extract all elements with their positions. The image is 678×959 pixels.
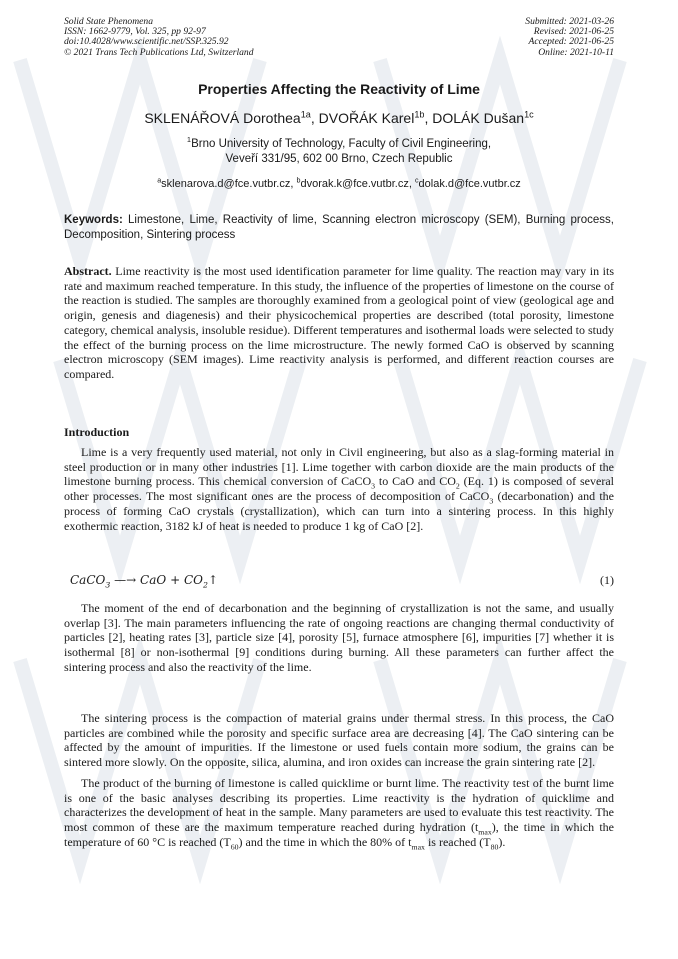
journal-info xyxy=(64,17,254,58)
subscript: 60 xyxy=(230,842,239,852)
email-superscript: b xyxy=(296,176,301,185)
journal-name: Solid State Phenomena xyxy=(64,16,153,27)
paragraph-text: ), the time in which the temperature of 60 °C is reached (T xyxy=(64,820,614,849)
affiliation-line-1: Brno University of Technology, Faculty of Civil Engineering, xyxy=(191,138,492,150)
intro-paragraph-4 xyxy=(64,776,614,850)
doi-line: doi:10.4028/www.scientific.net/SSP.325.92 xyxy=(64,36,229,48)
gas-arrow: ↑ xyxy=(207,573,219,587)
online-date: Online: 2021-10-11 xyxy=(538,46,614,58)
paragraph-text: (Eq. 1) is composed of several other processes. The most significant ones are the process of decomposition of CaCO xyxy=(64,474,614,504)
subscript: 3 xyxy=(489,496,494,506)
subscript: 2 xyxy=(455,481,460,491)
keywords-label: Keywords: xyxy=(64,214,123,226)
paragraph-text: to CaO and CO xyxy=(375,474,456,489)
paragraph-text: The product of the burning of limestone is called quicklime or burnt lime. The reactivity test of the burnt lime is one of the basic analyses describing its properties. Lime reactivity is the hydration of quicklime and characterizes the development of heat in the sample. Many parameters are used to evaluate this test reactivity. The most common of these are the maximum temperature reached during hydration (t xyxy=(64,776,614,835)
subscript: 2 xyxy=(202,580,208,590)
paper-title: Properties Affecting the Reactivity of Lime xyxy=(198,81,480,97)
email-list: $^a$sklenarova.d@fce.vutbr.cz, $^b$dvorak.k@fce.vutbr.cz, $^c$dolak.d@fce.vutbr.cz xyxy=(157,176,521,190)
keywords-section xyxy=(64,213,614,243)
abstract-text: Lime reactivity is the most used identification parameter for lime quality. The reaction may vary in its rate and maximum reached temperature. In this study, the influence of the properties of limestone on the course of the reaction is studied. The samples are thoroughly examined from a geological point of view (geological age and origin, genesis and diagenesis) and their physicochemical properties are described (total porosity, limestone category, chemical analysis, insoluble residue). Different temperatures and isothermal loads were selected to study the effect of the burning process on the lime microstructure. The newly formed CaO is observed by scanning electron microscopy (SEM images). Lime reactivity analysis is performed, and different reaction courses are compared. xyxy=(64,264,615,381)
reaction-arrow: —→ xyxy=(114,573,137,587)
equation-1 xyxy=(64,573,614,589)
copyright-line: © 2021 Trans Tech Publications Ltd, Switzerland xyxy=(64,46,254,58)
publication-dates xyxy=(525,17,614,58)
subscript: 80 xyxy=(490,842,499,852)
paragraph-text: is reached (T xyxy=(424,834,491,849)
section-heading-introduction: Introduction xyxy=(64,425,130,439)
subscript: 3 xyxy=(105,580,111,590)
keywords-text: Limestone, Lime, Reactivity of lime, Scanning electron microscopy (SEM), Burning process, Decomposition, Sintering process xyxy=(64,214,614,241)
author-superscript: 1c xyxy=(524,109,534,120)
paragraph-text: (decarbonation) and the process of forming CaO crystals (crystallization), which can turn into a sintering process. In this highly exothermic reaction, 3182 kJ of heat is needed to produce 1 kg of CaO [2]. xyxy=(64,489,615,533)
affiliation-superscript: 1 xyxy=(186,135,192,145)
affiliation xyxy=(0,137,678,167)
equation-expression xyxy=(70,573,219,590)
email-link[interactable]: sklenarova.d@fce.vutbr.cz xyxy=(161,178,291,190)
abstract-label: Abstract. xyxy=(64,264,112,278)
email-link[interactable]: dolak.d@fce.vutbr.cz xyxy=(418,178,521,190)
subscript: 3 xyxy=(371,481,376,491)
submitted-date: Submitted: 2021-03-26 xyxy=(525,16,614,27)
subscript: max xyxy=(478,827,492,837)
accepted-date: Accepted: 2021-06-25 xyxy=(528,36,614,48)
paragraph-text: ) and the time in which the 80% of t xyxy=(238,834,412,849)
equation-number: (1) xyxy=(600,573,614,587)
intro-paragraph-2: The moment of the end of decarbonation and the beginning of crystallization is not the same, and usually overlap [3]. The main parameters influencing the rate of ongoing reactions are changing thermal conductivity of particles [2], heating rates [3], particle size [4], porosity [5], furnace atmosphere [6], impurities [7] whether it is isothermal [8] or non-isothermal [9] conditions during burning. All these parameters can further affect the sintering process and also the reactivity of the lime. xyxy=(64,601,614,674)
email-link[interactable]: dvorak.k@fce.vutbr.cz xyxy=(300,178,409,190)
subscript: max xyxy=(411,842,425,852)
paragraph-text: Lime is a very frequently used material, not only in Civil engineering, but also as a slag-forming material in steel production or in many other industries [1]. Lime together with carbon dioxide are the main products of the limestone burning process. This chemical conversion of CaCO xyxy=(64,445,614,489)
eq-term: CaCO xyxy=(70,573,106,587)
paragraph-text: ). xyxy=(498,834,506,849)
email-superscript: c xyxy=(414,176,419,185)
plus-sign: + xyxy=(170,573,181,587)
author-superscript: 1b xyxy=(414,109,425,120)
issn-line: ISSN: 1662-9779, Vol. 325, pp 92-97 xyxy=(64,26,206,38)
email-superscript: a xyxy=(157,176,162,185)
author-list: SKLENÁŘOVÁ Dorothea$^{1a}$, DVOŘÁK Karel$^{1b}$, DOLÁK Dušan$^{1c}$ xyxy=(144,109,534,126)
author-name: DVOŘÁK Karel xyxy=(318,110,415,126)
intro-paragraph-1 xyxy=(64,445,614,533)
abstract xyxy=(64,264,614,382)
revised-date: Revised: 2021-06-25 xyxy=(533,26,614,38)
intro-paragraph-3: The sintering process is the compaction of material grains under thermal stress. In this process, the CaO particles are combined while the porosity and specific surface area are decreasing [4]. The CaO sintering can be affected by the amount of impurities. If the limestone or used fuels contain more sodium, the grains can be sintered more slowly. On the opposite, silica, alumina, and iron oxides can increase the grain sintering rate [2]. xyxy=(64,711,614,770)
eq-term: CO xyxy=(183,573,203,587)
eq-term: CaO xyxy=(140,573,167,587)
author-name: SKLENÁŘOVÁ Dorothea xyxy=(144,110,301,126)
author-superscript: 1a xyxy=(300,109,311,120)
author-name: DOLÁK Dušan xyxy=(432,110,525,126)
affiliation-line-2: Veveří 331/95, 602 00 Brno, Czech Republic xyxy=(225,153,453,165)
